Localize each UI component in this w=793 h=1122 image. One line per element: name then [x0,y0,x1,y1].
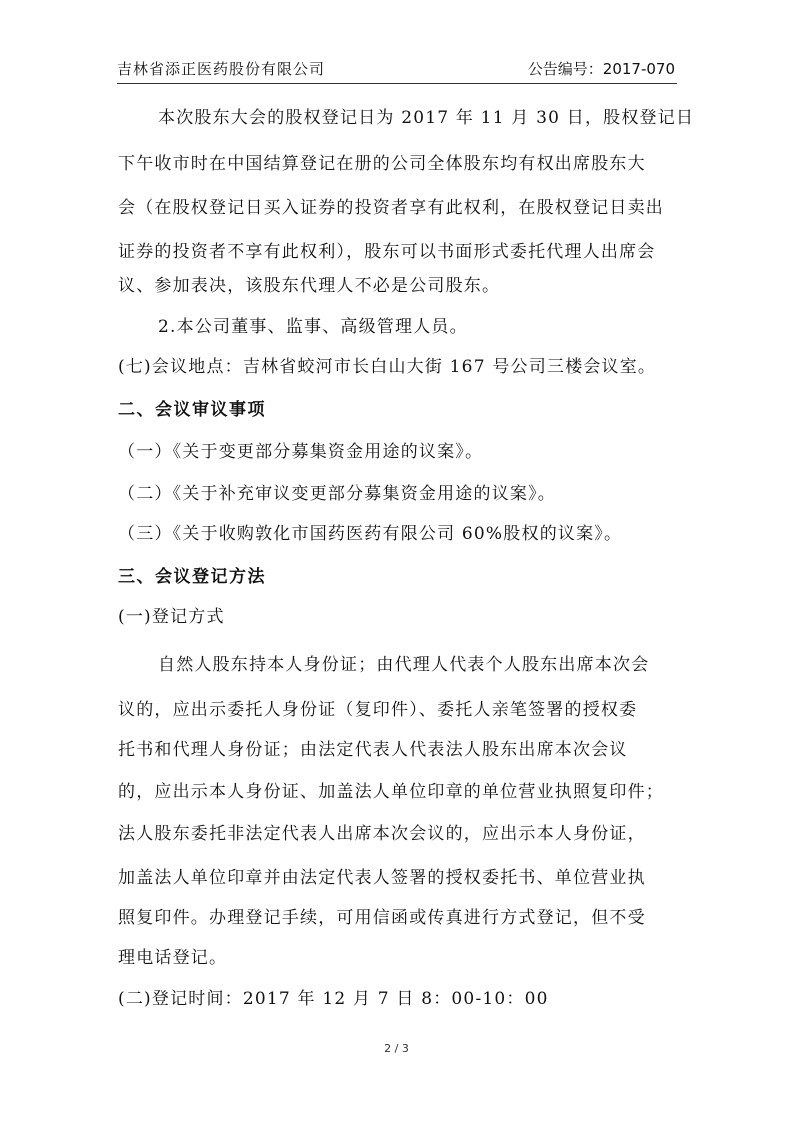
para2-line-2: 议的，应出示委托人身份证（复印件）、委托人亲笔签署的授权委 [118,700,638,720]
para2-line-7: 照复印件。办理登记手续，可用信函或传真进行方式登记，但不受 [118,908,646,928]
agenda-item-3: （三）《关于收购敦化市国药医药有限公司 60%股权的议案》。 [118,524,623,544]
registration-time: (二)登记时间：2017 年 12 月 7 日 8：00-10：00 [118,989,549,1009]
agenda-item-2: （二）《关于补充审议变更部分募集资金用途的议案》。 [118,484,556,504]
registration-method-subheading: (一)登记方式 [118,607,225,627]
section-2-heading: 二、会议审议事项 [118,400,266,420]
para1-line-4: 证券的投资者不享有此权利），股东可以书面形式委托代理人出席会 [118,242,656,262]
para2-line-5: 法人股东委托非法定代表人出席本次会议的，应出示本人身份证， [118,824,646,844]
para2-line-8: 理电话登记。 [118,948,228,968]
para1-line-1: 本次股东大会的股权登记日为 2017 年 11 月 30 日，股权登记日 [158,108,695,128]
para1-line-3: 会（在股权登记日买入证券的投资者享有此权利，在股权登记日卖出 [118,198,664,218]
agenda-item-1: （一）《关于变更部分募集资金用途的议案》。 [118,442,484,462]
para2-line-3: 托书和代理人身份证；由法定代表人代表法人股东出席本次会议 [118,740,628,760]
company-name: 吉林省添正医药股份有限公司 [117,60,326,78]
section-3-heading: 三、会议登记方法 [118,567,266,587]
para2-line-4: 的，应出示本人身份证、加盖法人单位印章的单位营业执照复印件； [118,782,664,802]
item-2: 2.本公司董事、监事、高级管理人员。 [158,317,468,337]
para2-line-6: 加盖法人单位印章并由法定代表人签署的授权委托书、单位营业执 [118,868,646,888]
header-rule [117,83,677,84]
para1-line-2: 下午收市时在中国结算登记在册的公司全体股东均有权出席股东大 [118,154,646,174]
para1-line-5: 议、参加表决，该股东代理人不必是公司股东。 [118,276,501,296]
item-7-venue: (七)会议地点：吉林省蛟河市长白山大街 167 号公司三楼会议室。 [118,357,657,377]
page-number: 2 / 3 [384,1042,409,1055]
announcement-number: 公告编号：2017-070 [527,60,675,78]
para2-line-1: 自然人股东持本人身份证；由代理人代表个人股东出席本次会 [158,655,650,675]
page-header [117,56,677,84]
